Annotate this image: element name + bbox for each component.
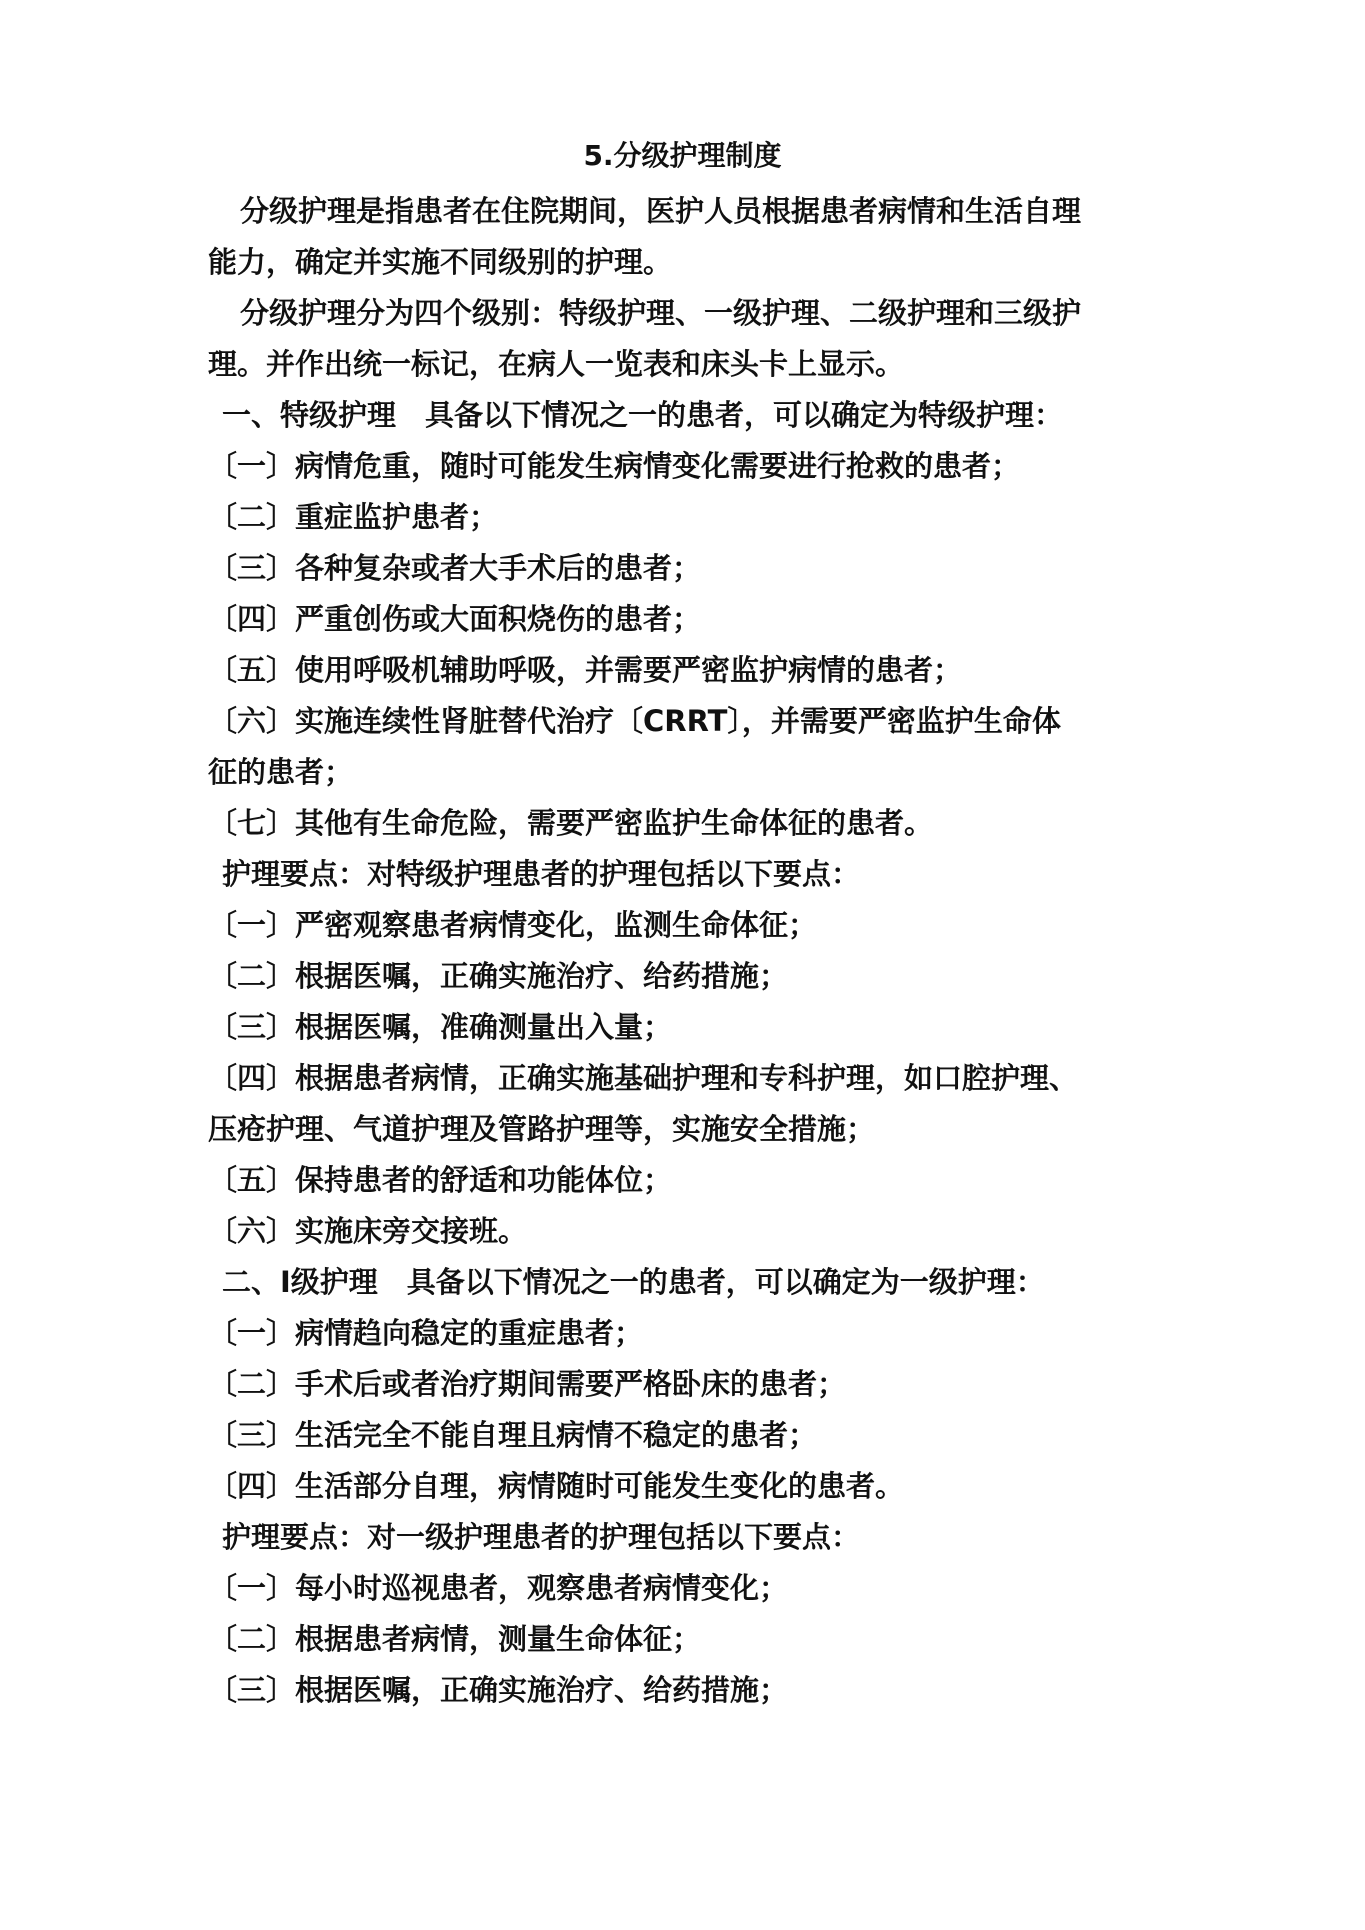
- list-item: 〔一〕严密观察患者病情变化，监测生命体征；: [208, 908, 818, 942]
- list-item: 〔二〕根据医嘱，正确实施治疗、给药措施；: [208, 959, 789, 993]
- list-item: 〔一〕病情危重，随时可能发生病情变化需要进行抢救的患者；: [208, 449, 1021, 483]
- document-title: 5.分级护理制度: [583, 139, 782, 172]
- list-item: 〔五〕保持患者的舒适和功能体位；: [208, 1163, 673, 1197]
- section-heading: 二、Ⅰ级护理 具备以下情况之一的患者，可以确定为一级护理：: [222, 1265, 1045, 1299]
- list-item: 〔三〕各种复杂或者大手术后的患者；: [208, 551, 702, 585]
- subsection-heading: 护理要点：对特级护理患者的护理包括以下要点：: [222, 857, 861, 891]
- section-heading: 一、特级护理 具备以下情况之一的患者，可以确定为特级护理：: [222, 398, 1064, 432]
- list-item: 〔六〕实施连续性肾脏替代治疗〔CRRT〕，并需要严密监护生命体: [208, 704, 1061, 738]
- paragraph-line: 分级护理分为四个级别：特级护理、一级护理、二级护理和三级护: [240, 296, 1082, 330]
- list-item: 〔四〕生活部分自理，病情随时可能发生变化的患者。: [208, 1469, 905, 1503]
- document-body: [208, 186, 1183, 1716]
- list-item: 〔六〕实施床旁交接班。: [208, 1214, 528, 1248]
- subsection-heading: 护理要点：对一级护理患者的护理包括以下要点：: [222, 1520, 861, 1554]
- list-item: 〔三〕生活完全不能自理且病情不稳定的患者；: [208, 1418, 818, 1452]
- list-item: 〔二〕手术后或者治疗期间需要严格卧床的患者；: [208, 1367, 847, 1401]
- list-item: 〔二〕根据患者病情，测量生命体征；: [208, 1622, 702, 1656]
- list-item: 〔四〕严重创伤或大面积烧伤的患者；: [208, 602, 702, 636]
- paragraph-line: 分级护理是指患者在住院期间，医护人员根据患者病情和生活自理: [240, 194, 1082, 228]
- list-item: 〔一〕每小时巡视患者，观察患者病情变化；: [208, 1571, 789, 1605]
- list-item-continuation: 征的患者；: [208, 755, 354, 789]
- list-item: 〔三〕根据医嘱，正确实施治疗、给药措施；: [208, 1673, 789, 1707]
- list-item: 〔四〕根据患者病情，正确实施基础护理和专科护理，如口腔护理、: [208, 1061, 1079, 1095]
- list-item: 〔七〕其他有生命危险，需要严密监护生命体征的患者。: [208, 806, 934, 840]
- list-item: 〔二〕重症监护患者；: [208, 500, 499, 534]
- list-item: 〔一〕病情趋向稳定的重症患者；: [208, 1316, 644, 1350]
- paragraph-line: 能力，确定并实施不同级别的护理。: [208, 245, 673, 279]
- list-item: 〔五〕使用呼吸机辅助呼吸，并需要严密监护病情的患者；: [208, 653, 963, 687]
- paragraph-line: 理。并作出统一标记，在病人一览表和床头卡上显示。: [208, 347, 905, 381]
- list-item-continuation: 压疮护理、气道护理及管路护理等，实施安全措施；: [208, 1112, 876, 1146]
- list-item: 〔三〕根据医嘱，准确测量出入量；: [208, 1010, 673, 1044]
